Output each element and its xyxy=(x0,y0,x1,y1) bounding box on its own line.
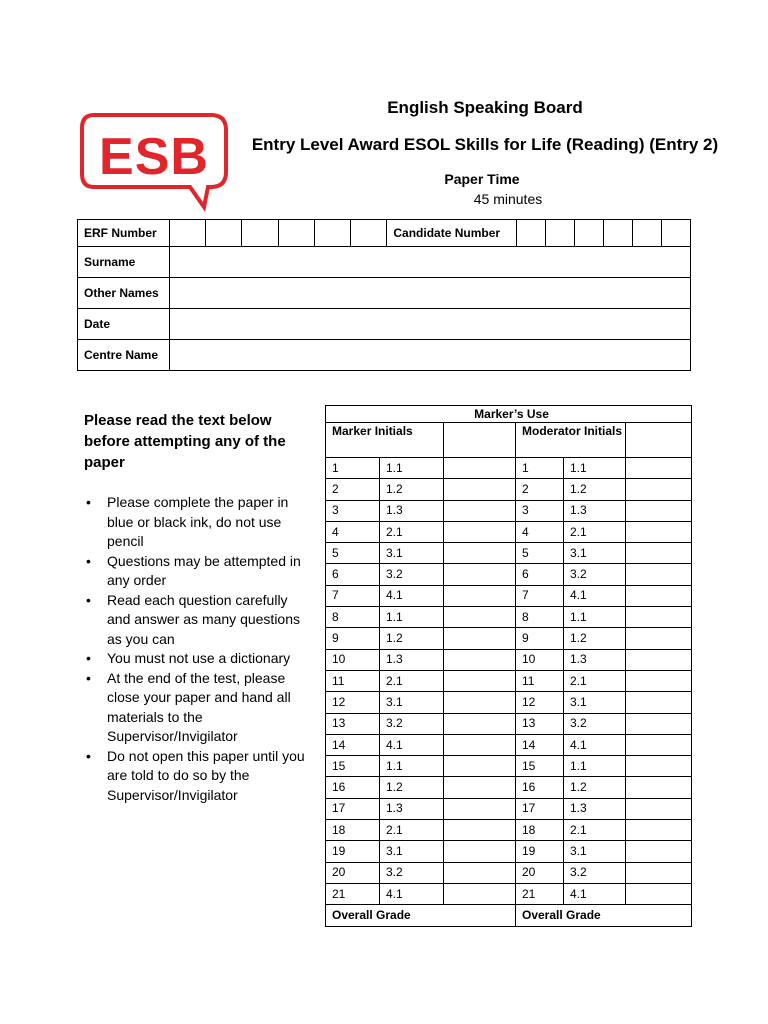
candidate-digit-box[interactable] xyxy=(633,220,662,247)
moderator-question-number: 21 xyxy=(516,883,564,904)
erf-digit-box[interactable] xyxy=(314,220,350,247)
marker-question-number: 3 xyxy=(326,500,380,521)
marker-score-cell[interactable] xyxy=(444,649,516,670)
marker-score-cell[interactable] xyxy=(444,458,516,479)
marker-score-cell[interactable] xyxy=(444,756,516,777)
moderator-question-ref: 1.2 xyxy=(564,479,626,500)
marker-score-cell[interactable] xyxy=(444,777,516,798)
marker-row xyxy=(326,628,692,649)
moderator-question-ref: 1.1 xyxy=(564,756,626,777)
marker-row xyxy=(326,713,692,734)
moderator-question-ref: 3.2 xyxy=(564,862,626,883)
instruction-item: • Questions may be attempted in any order xyxy=(84,552,314,591)
moderator-question-ref: 3.1 xyxy=(564,692,626,713)
marker-score-cell[interactable] xyxy=(444,734,516,755)
erf-digit-box[interactable] xyxy=(206,220,242,247)
candidate-digit-box[interactable] xyxy=(575,220,604,247)
marker-score-cell[interactable] xyxy=(444,820,516,841)
marker-question-ref: 1.2 xyxy=(380,777,444,798)
board-title: English Speaking Board xyxy=(387,98,583,117)
marker-row xyxy=(326,564,692,585)
other-names-label: Other Names xyxy=(78,278,170,309)
marker-score-cell[interactable] xyxy=(444,607,516,628)
markers-use-table xyxy=(325,405,692,927)
candidate-digit-box[interactable] xyxy=(604,220,633,247)
markers-use-title: Marker’s Use xyxy=(326,406,692,423)
marker-row xyxy=(326,883,692,904)
marker-row xyxy=(326,458,692,479)
marker-question-ref: 4.1 xyxy=(380,734,444,755)
award-title: Entry Level Award ESOL Skills for Life (Reading) (Entry 2) xyxy=(251,135,719,154)
marker-question-number: 18 xyxy=(326,820,380,841)
moderator-question-number: 14 xyxy=(516,734,564,755)
candidate-digit-box[interactable] xyxy=(661,220,690,247)
marker-question-number: 12 xyxy=(326,692,380,713)
marker-row xyxy=(326,585,692,606)
marker-question-number: 14 xyxy=(326,734,380,755)
marker-question-ref: 3.2 xyxy=(380,564,444,585)
marker-row xyxy=(326,479,692,500)
centre-name-field[interactable] xyxy=(169,340,690,371)
marker-question-number: 17 xyxy=(326,798,380,819)
marker-question-ref: 4.1 xyxy=(380,883,444,904)
erf-number-label: ERF Number xyxy=(78,220,170,247)
marker-question-ref: 1.2 xyxy=(380,628,444,649)
candidate-digit-box[interactable] xyxy=(546,220,575,247)
marker-question-number: 21 xyxy=(326,883,380,904)
moderator-question-ref: 4.1 xyxy=(564,883,626,904)
marker-row xyxy=(326,649,692,670)
marker-row xyxy=(326,670,692,691)
marker-row xyxy=(326,521,692,542)
candidate-details-table xyxy=(77,219,691,371)
moderator-score-cell[interactable] xyxy=(626,798,692,819)
moderator-question-ref: 1.2 xyxy=(564,628,626,649)
marker-score-cell[interactable] xyxy=(444,500,516,521)
marker-row xyxy=(326,543,692,564)
marker-question-ref: 4.1 xyxy=(380,585,444,606)
moderator-question-number: 6 xyxy=(516,564,564,585)
marker-row xyxy=(326,692,692,713)
moderator-question-ref: 3.1 xyxy=(564,841,626,862)
moderator-question-ref: 1.1 xyxy=(564,458,626,479)
moderator-question-number: 20 xyxy=(516,862,564,883)
marker-row xyxy=(326,734,692,755)
moderator-question-ref: 2.1 xyxy=(564,521,626,542)
marker-row xyxy=(326,756,692,777)
moderator-question-ref: 1.2 xyxy=(564,777,626,798)
centre-name-label: Centre Name xyxy=(78,340,170,371)
moderator-question-ref: 1.3 xyxy=(564,798,626,819)
moderator-score-cell[interactable] xyxy=(626,670,692,691)
marker-initials-label: Marker Initials xyxy=(326,423,444,458)
marker-score-cell[interactable] xyxy=(444,521,516,542)
marker-initials-field[interactable] xyxy=(444,423,516,458)
moderator-question-number: 11 xyxy=(516,670,564,691)
other-names-field[interactable] xyxy=(169,278,690,309)
moderator-question-number: 15 xyxy=(516,756,564,777)
marker-row xyxy=(326,820,692,841)
moderator-score-cell[interactable] xyxy=(626,883,692,904)
instruction-item: • Do not open this paper until you are told to do so by the Supervisor/Invigilator xyxy=(84,747,314,806)
surname-field[interactable] xyxy=(169,247,690,278)
esb-logo-text: ESB xyxy=(99,128,209,186)
moderator-question-ref: 2.1 xyxy=(564,670,626,691)
instructions-intro: Please read the text below before attempting any of the paper xyxy=(84,412,286,471)
moderator-overall-grade-label: Overall Grade xyxy=(516,905,692,926)
moderator-score-cell[interactable] xyxy=(626,607,692,628)
marker-row xyxy=(326,607,692,628)
moderator-question-ref: 2.1 xyxy=(564,820,626,841)
marker-question-number: 20 xyxy=(326,862,380,883)
moderator-question-number: 4 xyxy=(516,521,564,542)
erf-digit-box[interactable] xyxy=(242,220,278,247)
marker-score-cell[interactable] xyxy=(444,670,516,691)
marker-question-ref: 3.2 xyxy=(380,862,444,883)
marker-question-number: 8 xyxy=(326,607,380,628)
marker-score-cell[interactable] xyxy=(444,883,516,904)
marker-question-ref: 1.3 xyxy=(380,500,444,521)
moderator-score-cell[interactable] xyxy=(626,649,692,670)
moderator-question-number: 3 xyxy=(516,500,564,521)
surname-label: Surname xyxy=(78,247,170,278)
instruction-item: • At the end of the test, please close your paper and hand all materials to the Supervisor/Invigilator xyxy=(84,669,314,747)
moderator-score-cell[interactable] xyxy=(626,756,692,777)
marker-score-cell[interactable] xyxy=(444,713,516,734)
marker-row xyxy=(326,862,692,883)
candidate-digit-box[interactable] xyxy=(517,220,546,247)
moderator-question-number: 8 xyxy=(516,607,564,628)
marker-score-cell[interactable] xyxy=(444,692,516,713)
erf-digit-box[interactable] xyxy=(351,220,387,247)
moderator-question-number: 2 xyxy=(516,479,564,500)
moderator-question-number: 19 xyxy=(516,841,564,862)
marker-question-ref: 3.1 xyxy=(380,692,444,713)
marker-score-cell[interactable] xyxy=(444,479,516,500)
moderator-score-cell[interactable] xyxy=(626,841,692,862)
marker-score-cell[interactable] xyxy=(444,543,516,564)
moderator-question-ref: 3.1 xyxy=(564,543,626,564)
moderator-score-cell[interactable] xyxy=(626,479,692,500)
instructions-list xyxy=(84,493,314,805)
marker-score-cell[interactable] xyxy=(444,798,516,819)
moderator-question-number: 10 xyxy=(516,649,564,670)
marker-question-number: 13 xyxy=(326,713,380,734)
marker-question-ref: 2.1 xyxy=(380,521,444,542)
marker-question-number: 15 xyxy=(326,756,380,777)
marker-question-ref: 2.1 xyxy=(380,670,444,691)
marker-question-ref: 2.1 xyxy=(380,820,444,841)
marker-question-number: 1 xyxy=(326,458,380,479)
marker-question-ref: 3.1 xyxy=(380,841,444,862)
moderator-question-number: 16 xyxy=(516,777,564,798)
moderator-score-cell[interactable] xyxy=(626,521,692,542)
date-label: Date xyxy=(78,309,170,340)
moderator-question-ref: 1.3 xyxy=(564,649,626,670)
moderator-score-cell[interactable] xyxy=(626,628,692,649)
erf-digit-box[interactable] xyxy=(169,220,205,247)
moderator-question-ref: 3.2 xyxy=(564,564,626,585)
marker-row xyxy=(326,500,692,521)
marker-question-number: 9 xyxy=(326,628,380,649)
moderator-question-ref: 1.1 xyxy=(564,607,626,628)
paper-time-value: 45 minutes xyxy=(473,191,543,207)
marker-question-number: 4 xyxy=(326,521,380,542)
moderator-score-cell[interactable] xyxy=(626,585,692,606)
moderator-question-number: 18 xyxy=(516,820,564,841)
marker-rows xyxy=(326,458,692,905)
moderator-question-number: 7 xyxy=(516,585,564,606)
marker-question-ref: 1.3 xyxy=(380,649,444,670)
moderator-score-cell[interactable] xyxy=(626,692,692,713)
marker-score-cell[interactable] xyxy=(444,628,516,649)
marker-question-ref: 1.1 xyxy=(380,756,444,777)
marker-row xyxy=(326,841,692,862)
moderator-initials-label: Moderator Initials xyxy=(516,423,626,458)
moderator-score-cell[interactable] xyxy=(626,458,692,479)
marker-score-cell[interactable] xyxy=(444,585,516,606)
moderator-score-cell[interactable] xyxy=(626,734,692,755)
moderator-score-cell[interactable] xyxy=(626,820,692,841)
moderator-question-ref: 1.3 xyxy=(564,500,626,521)
marker-question-number: 19 xyxy=(326,841,380,862)
moderator-question-ref: 4.1 xyxy=(564,734,626,755)
moderator-score-cell[interactable] xyxy=(626,500,692,521)
marker-question-ref: 1.2 xyxy=(380,479,444,500)
instruction-item: • You must not use a dictionary xyxy=(84,649,314,669)
instruction-item: • Read each question carefully and answer as many questions as you can xyxy=(84,591,314,650)
marker-row xyxy=(326,777,692,798)
marker-row xyxy=(326,798,692,819)
marker-question-ref: 3.2 xyxy=(380,713,444,734)
moderator-question-number: 5 xyxy=(516,543,564,564)
marker-question-ref: 1.1 xyxy=(380,607,444,628)
moderator-question-number: 17 xyxy=(516,798,564,819)
marker-question-ref: 1.3 xyxy=(380,798,444,819)
marker-question-number: 5 xyxy=(326,543,380,564)
marker-score-cell[interactable] xyxy=(444,862,516,883)
moderator-initials-field[interactable] xyxy=(626,423,692,458)
moderator-score-cell[interactable] xyxy=(626,713,692,734)
marker-score-cell[interactable] xyxy=(444,841,516,862)
marker-score-cell[interactable] xyxy=(444,564,516,585)
marker-question-number: 16 xyxy=(326,777,380,798)
marker-question-number: 2 xyxy=(326,479,380,500)
moderator-score-cell[interactable] xyxy=(626,777,692,798)
marker-overall-grade-label: Overall Grade xyxy=(326,905,516,926)
marker-question-ref: 1.1 xyxy=(380,458,444,479)
moderator-score-cell[interactable] xyxy=(626,564,692,585)
moderator-question-number: 12 xyxy=(516,692,564,713)
moderator-score-cell[interactable] xyxy=(626,543,692,564)
marker-question-number: 11 xyxy=(326,670,380,691)
date-field[interactable] xyxy=(169,309,690,340)
moderator-question-number: 9 xyxy=(516,628,564,649)
moderator-score-cell[interactable] xyxy=(626,862,692,883)
moderator-question-number: 13 xyxy=(516,713,564,734)
marker-question-ref: 3.1 xyxy=(380,543,444,564)
paper-time-label: Paper Time xyxy=(444,171,520,187)
marker-question-number: 6 xyxy=(326,564,380,585)
moderator-question-ref: 4.1 xyxy=(564,585,626,606)
marker-question-number: 7 xyxy=(326,585,380,606)
moderator-question-ref: 3.2 xyxy=(564,713,626,734)
candidate-number-label: Candidate Number xyxy=(387,220,517,247)
instruction-item: • Please complete the paper in blue or black ink, do not use pencil xyxy=(84,493,314,552)
moderator-question-number: 1 xyxy=(516,458,564,479)
marker-question-number: 10 xyxy=(326,649,380,670)
erf-digit-box[interactable] xyxy=(278,220,314,247)
